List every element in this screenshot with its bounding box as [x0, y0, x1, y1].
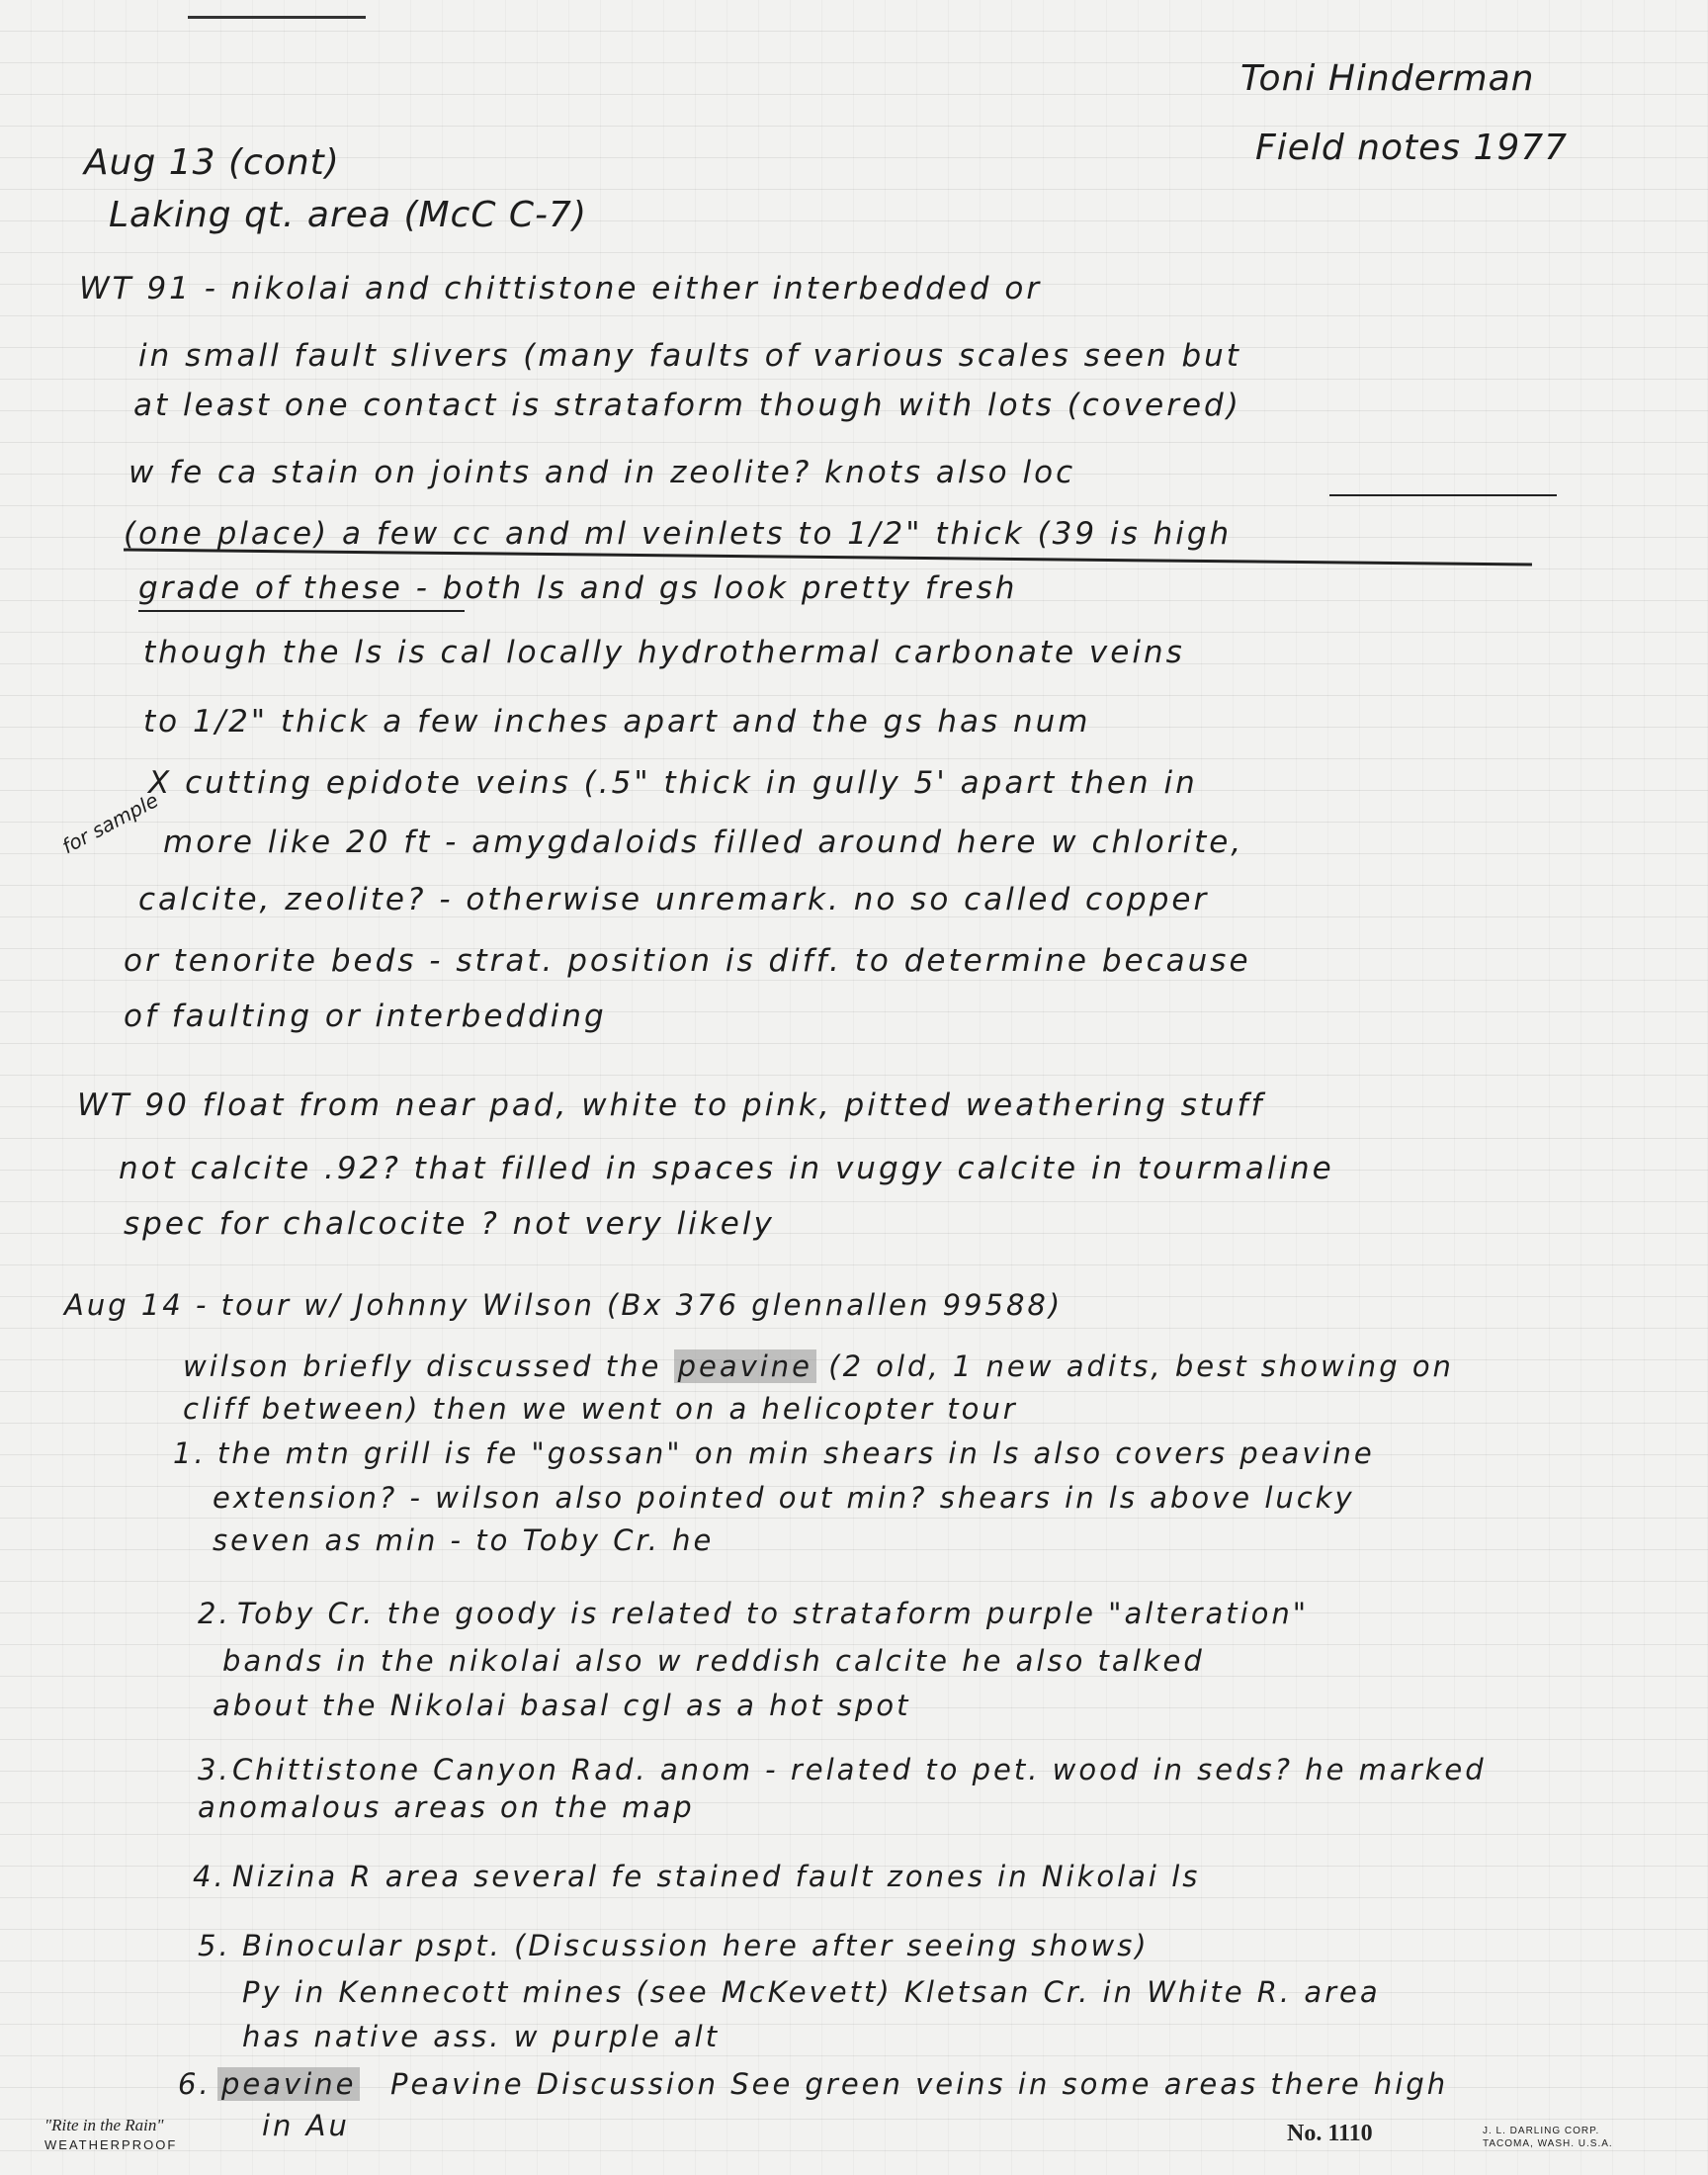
area-heading: Laking qt. area (McC C-7): [109, 195, 587, 235]
item-number: 1.: [173, 1436, 207, 1470]
intro-line: [183, 1347, 1454, 1386]
peavine-highlight: peavine: [217, 2067, 360, 2101]
note-line: WT 91 - nikolai and chittistone either interbedded or: [79, 271, 1043, 306]
note-line: at least one contact is strataform though with lots (covered): [133, 388, 1241, 423]
field-notes-title: Field notes 1977: [1255, 128, 1569, 168]
item-number: 3.: [198, 1753, 231, 1786]
note-line: spec for chalcocite ? not very likely: [124, 1206, 775, 1242]
note-line: though the ls is cal locally hydrothermal carbonate veins: [143, 635, 1185, 670]
item-line: extension? - wilson also pointed out min? shears in ls above lucky: [213, 1481, 1355, 1515]
underline: [138, 610, 465, 612]
note-line: to 1/2" thick a few inches apart and the gs has num: [143, 704, 1091, 740]
item-line: Toby Cr. the goody is related to strataform purple "alteration": [237, 1597, 1310, 1630]
item-number: 5.: [198, 1929, 231, 1962]
item-line: Py in Kennecott mines (see McKevett) Kletsan Cr. in White R. area: [242, 1975, 1381, 2009]
note-line: or tenorite beds - strat. position is diff. to determine because: [124, 943, 1251, 979]
note-line: calcite, zeolite? - otherwise unremark. no so called copper: [138, 882, 1210, 917]
item-line: has native ass. w purple alt: [242, 2020, 721, 2053]
date-aug-13: Aug 13 (cont): [84, 142, 340, 183]
peavine-highlight: peavine: [674, 1349, 816, 1383]
brand-logo: "Rite in the Rain": [44, 2116, 164, 2134]
item-line: the mtn grill is fe "gossan" on min shears in ls also covers peavine: [217, 1436, 1375, 1470]
item-line: Nizina R area several fe stained fault zones in Nikolai ls: [232, 1860, 1201, 1893]
item-line: Binocular pspt. (Discussion here after seeing shows): [242, 1929, 1150, 1962]
note-line: X cutting epidote veins (.5" thick in gully 5' apart then in: [148, 765, 1198, 801]
page-number: No. 1110: [1287, 2121, 1373, 2146]
note-line: in small fault slivers (many faults of various scales seen but: [138, 338, 1241, 374]
maker-name: J. L. DARLING CORP.: [1483, 2126, 1600, 2136]
note-line: (one place) a few cc and ml veinlets to 1/2" thick (39 is high: [124, 516, 1233, 552]
item-line: Chittistone Canyon Rad. anom - related to pet. wood in seds? he marked: [232, 1753, 1487, 1786]
intro-line: cliff between) then we went on a helicopter tour: [183, 1392, 1018, 1426]
date-aug-14: Aug 14 - tour w/ Johnny Wilson (Bx 376 glennallen 99588): [64, 1288, 1064, 1322]
underline: [1329, 494, 1557, 496]
note-line: w fe ca stain on joints and in zeolite? knots also loc: [128, 455, 1076, 490]
item-number: 6.: [178, 2067, 212, 2101]
note-line: more like 20 ft - amygdaloids filled around here w chlorite,: [163, 825, 1244, 860]
note-line: WT 90 float from near pad, white to pink, pitted weathering stuff: [77, 1088, 1265, 1123]
author-name: Toni Hinderman: [1240, 58, 1535, 99]
note-line: grade of these - both ls and gs look pretty fresh: [138, 570, 1018, 606]
intro-text: wilson briefly discussed the: [183, 1349, 662, 1383]
item-line: anomalous areas on the map: [198, 1790, 695, 1824]
maker-city: TACOMA, WASH. U.S.A.: [1483, 2138, 1613, 2149]
item-line: in Au: [262, 2109, 350, 2142]
brand-subtitle: WEATHERPROOF: [44, 2137, 178, 2152]
note-line: not calcite .92? that filled in spaces in vuggy calcite in tourmaline: [119, 1151, 1334, 1186]
note-line: of faulting or interbedding: [124, 999, 607, 1034]
item-line: bands in the nikolai also w reddish calcite he also talked: [222, 1644, 1205, 1678]
top-edge-line: [188, 16, 366, 19]
item-number: 4.: [193, 1860, 226, 1893]
item-line: seven as min - to Toby Cr. he: [213, 1523, 715, 1557]
item-line: Peavine Discussion See green veins in some areas there high: [390, 2067, 1449, 2101]
item-line: about the Nikolai basal cgl as a hot spot: [213, 1689, 911, 1722]
margin-note: for sample: [57, 788, 163, 859]
item-number: 2.: [198, 1597, 231, 1630]
item-line: [217, 2064, 360, 2104]
intro-text: (2 old, 1 new adits, best showing on: [828, 1349, 1454, 1383]
